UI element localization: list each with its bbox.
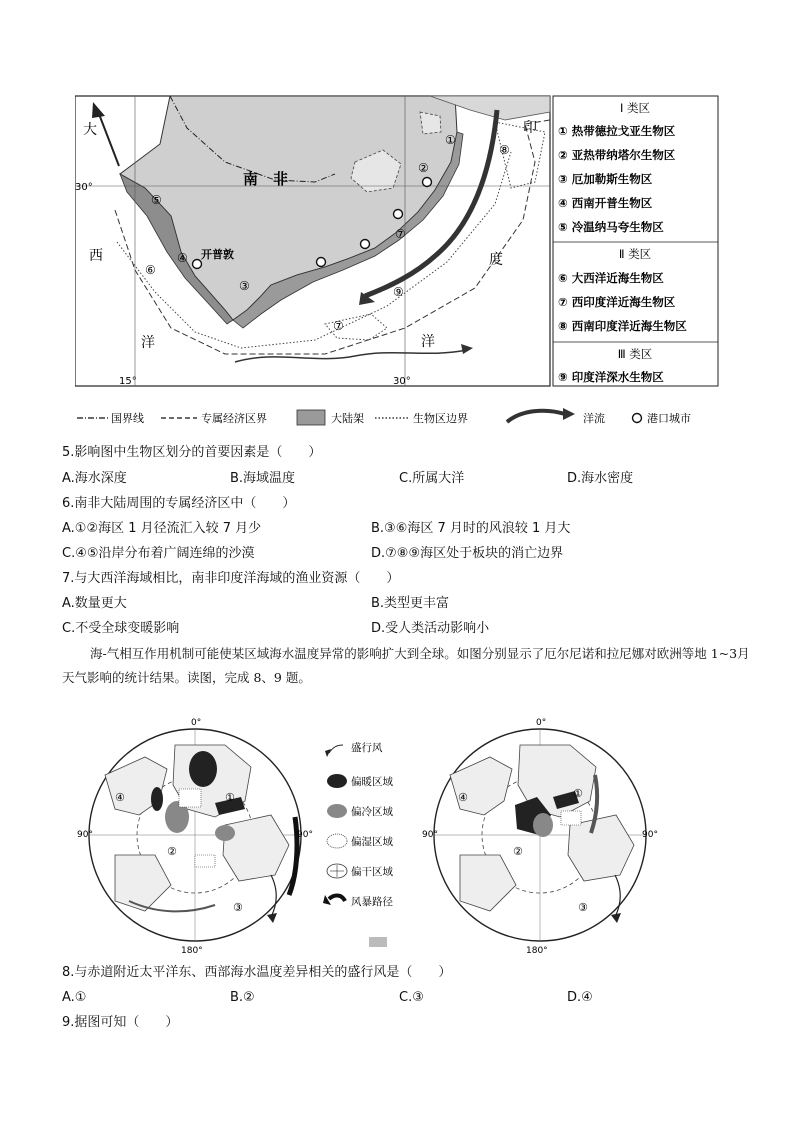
legend-label: 偏暖区域 bbox=[351, 776, 393, 788]
legend-item: ⑧ 西南印度洋近海生物区 bbox=[558, 319, 687, 333]
legend-item: ③ 厄加勒斯生物区 bbox=[558, 172, 653, 186]
longitude-label: 30° bbox=[393, 376, 411, 387]
legend-class-title: Ⅱ 类区 bbox=[618, 247, 652, 261]
legend-border-label: 国界线 bbox=[111, 412, 144, 425]
legend-item: ⑦ 西印度洋近海生物区 bbox=[558, 295, 676, 309]
legend-item: ⑥ 大西洋近海生物区 bbox=[558, 271, 664, 285]
question-7-option-a[interactable]: A.数量更大 bbox=[62, 596, 127, 611]
question-6-option-a[interactable]: A.①②海区 1 月径流汇入较 7 月少 bbox=[62, 521, 262, 536]
zone-marker: ⑥ bbox=[145, 263, 156, 277]
legend-eez-label: 专属经济区界 bbox=[201, 412, 267, 425]
map-label: 180° bbox=[526, 946, 548, 956]
legend-item: ② 亚热带纳塔尔生物区 bbox=[558, 148, 676, 162]
question-7-option-c[interactable]: C.不受全球变暖影响 bbox=[62, 621, 180, 636]
question-9-stem: 9.据图可知（ ） bbox=[62, 1015, 179, 1030]
map-label: 180° bbox=[181, 946, 203, 956]
zone-marker: ② bbox=[418, 161, 429, 175]
question-5-option-b[interactable]: B.海域温度 bbox=[230, 471, 296, 486]
ocean-label: 洋 bbox=[421, 334, 435, 350]
legend-label: 偏冷区域 bbox=[351, 806, 393, 818]
legend-label: 偏干区域 bbox=[351, 866, 393, 878]
ocean-label: 洋 bbox=[141, 335, 155, 351]
zone-marker: ① bbox=[445, 133, 456, 147]
zone-marker: ③ bbox=[239, 279, 250, 293]
enso-europe-impact-maps bbox=[75, 705, 720, 960]
legend-shelf-label: 大陆架 bbox=[331, 412, 364, 425]
ocean-label: 度 bbox=[489, 252, 503, 268]
map-marker: ① bbox=[225, 791, 235, 804]
ocean-label: 印 bbox=[523, 120, 537, 136]
map-marker: ② bbox=[513, 845, 523, 858]
question-8-option-d[interactable]: D.④ bbox=[567, 990, 593, 1005]
map-label: 90° bbox=[642, 830, 658, 840]
legend-class-title: Ⅰ 类区 bbox=[619, 101, 651, 115]
question-8-option-c[interactable]: C.③ bbox=[399, 990, 424, 1005]
map-label: 90° bbox=[77, 830, 93, 840]
question-8-stem: 8.与赤道附近太平洋东、西部海水温度差异相关的盛行风是（ ） bbox=[62, 965, 452, 980]
impact-legend bbox=[323, 741, 393, 947]
el-nino-map bbox=[77, 718, 313, 956]
map-marker: ④ bbox=[115, 791, 125, 804]
south-africa-bioregion-map bbox=[75, 92, 720, 432]
country-label: 南 非 bbox=[243, 170, 289, 188]
question-7-option-d[interactable]: D.受人类活动影响小 bbox=[371, 621, 490, 636]
legend-label: 偏湿区域 bbox=[351, 836, 393, 848]
map-bottom-legend bbox=[77, 408, 691, 425]
map-marker: ③ bbox=[233, 901, 243, 914]
ocean-label: 大 bbox=[83, 122, 97, 138]
question-5-option-a[interactable]: A.海水深度 bbox=[62, 471, 127, 486]
map-label: 0° bbox=[191, 718, 202, 728]
city-label: 开普敦 bbox=[201, 248, 234, 261]
legend-class-title: Ⅲ 类区 bbox=[617, 347, 653, 361]
map-marker: ② bbox=[167, 845, 177, 858]
latitude-label: 30° bbox=[75, 182, 93, 193]
legend-port-label: 港口城市 bbox=[647, 412, 691, 425]
zone-marker: ⑨ bbox=[393, 285, 404, 299]
map-marker: ① bbox=[573, 787, 583, 800]
map-label: 0° bbox=[536, 718, 547, 728]
zone-marker: ⑤ bbox=[151, 193, 162, 207]
legend-item: ④ 西南开普生物区 bbox=[558, 196, 653, 210]
la-nina-map bbox=[422, 718, 658, 956]
zone-marker: ⑧ bbox=[499, 143, 510, 157]
legend-item: ① 热带德拉戈亚生物区 bbox=[558, 124, 676, 138]
port-city-marker bbox=[423, 178, 432, 187]
map-label: 90° bbox=[422, 830, 438, 840]
port-city-marker bbox=[317, 258, 326, 267]
legend-item: ⑤ 冷温纳马夸生物区 bbox=[558, 220, 664, 234]
map-marker: ④ bbox=[458, 791, 468, 804]
question-5-stem: 5.影响图中生物区划分的首要因素是（ ） bbox=[62, 445, 322, 460]
zone-marker: ⑦ bbox=[333, 319, 344, 333]
bioregion-legend-panel bbox=[553, 96, 718, 386]
question-6-option-d[interactable]: D.⑦⑧⑨海区处于板块的消亡边界 bbox=[371, 546, 564, 561]
question-8-option-a[interactable]: A.① bbox=[62, 990, 87, 1005]
port-city-marker bbox=[361, 240, 370, 249]
question-5-option-c[interactable]: C.所属大洋 bbox=[399, 471, 465, 486]
legend-label: 风暴路径 bbox=[351, 896, 393, 908]
question-6-option-b[interactable]: B.③⑥海区 7 月时的风浪较 1 月大 bbox=[371, 521, 571, 536]
passage-intro: 海-气相互作用机制可能使某区域海水温度异常的影响扩大到全球。如图分别显示了厄尔尼诺和拉尼娜对欧洲等地 1~3月天气影响的统计结果。读图，完成 8、9 题。 bbox=[62, 646, 750, 685]
question-6-stem: 6.南非大陆周围的专属经济区中（ ） bbox=[62, 496, 296, 511]
ocean-label: 西 bbox=[89, 248, 103, 264]
question-8-option-b[interactable]: B.② bbox=[230, 990, 255, 1005]
longitude-label: 15° bbox=[119, 376, 137, 387]
zone-marker: ⑦ bbox=[395, 227, 406, 241]
question-7-stem: 7.与大西洋海域相比，南非印度洋海域的渔业资源（ ） bbox=[62, 571, 400, 586]
map-marker: ③ bbox=[578, 901, 588, 914]
question-6-option-c[interactable]: C.④⑤沿岸分布着广阔连绵的沙漠 bbox=[62, 546, 255, 561]
legend-bio-label: 生物区边界 bbox=[413, 412, 468, 425]
legend-current-label: 洋流 bbox=[583, 412, 605, 425]
zone-marker: ④ bbox=[177, 251, 188, 265]
question-7-option-b[interactable]: B.类型更丰富 bbox=[371, 596, 450, 611]
map-label: 90° bbox=[297, 830, 313, 840]
legend-label: 盛行风 bbox=[351, 742, 383, 754]
port-city-marker bbox=[394, 210, 403, 219]
question-5-option-d[interactable]: D.海水密度 bbox=[567, 471, 634, 486]
legend-item: ⑨ 印度洋深水生物区 bbox=[558, 370, 664, 384]
